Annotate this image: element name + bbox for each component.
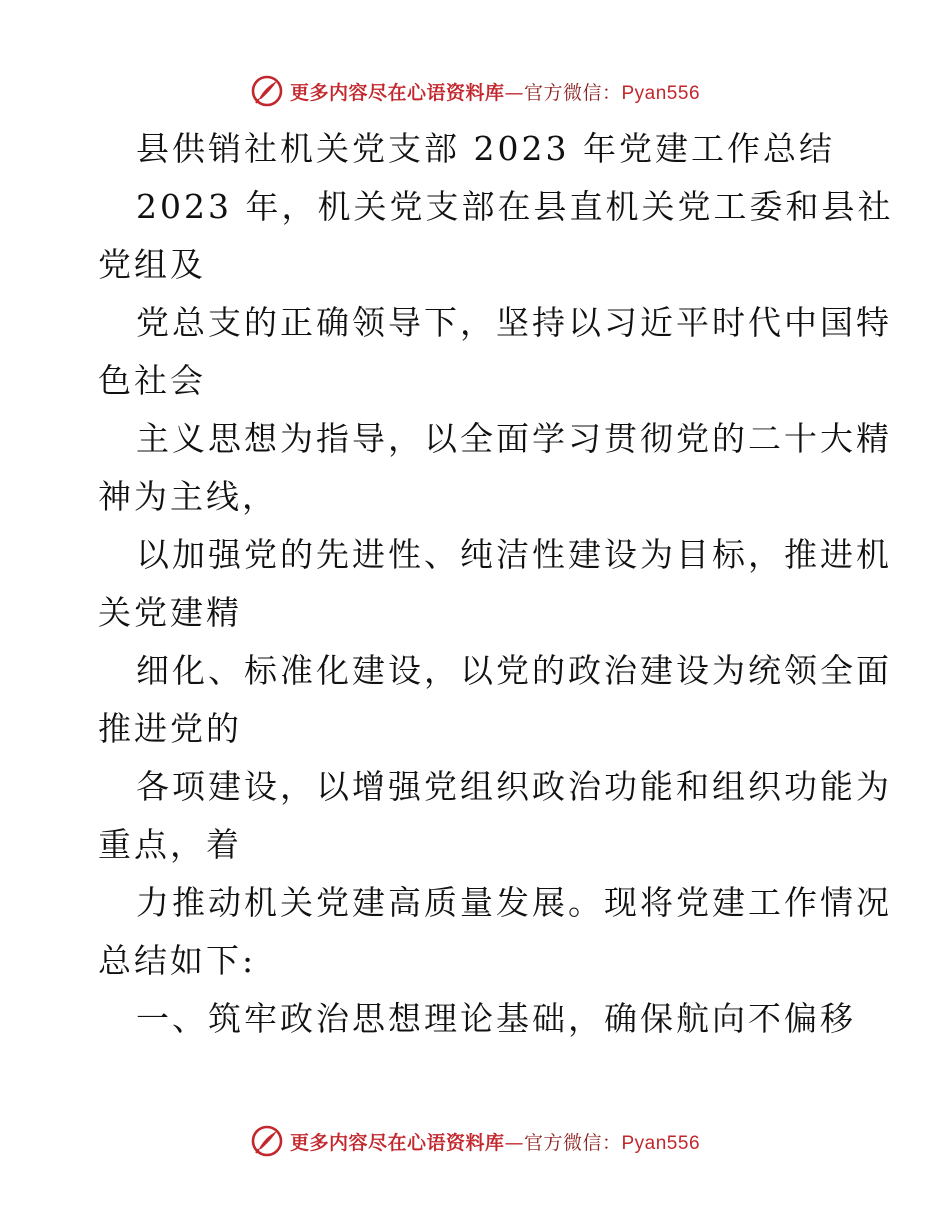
paragraph-line: 推进党的 bbox=[98, 709, 242, 748]
quill-logo-icon bbox=[250, 74, 284, 108]
paragraph-line: 关党建精 bbox=[98, 593, 242, 632]
banner-dash: — bbox=[504, 81, 524, 104]
footer-banner bbox=[0, 1121, 950, 1161]
paragraph-line: 重点，着 bbox=[98, 825, 242, 864]
banner-text bbox=[290, 78, 700, 105]
paragraph-line: 以加强党的先进性、纯洁性建设为目标，推进机 bbox=[136, 535, 892, 574]
paragraph-line: 力推动机关党建高质量发展。现将党建工作情况 bbox=[136, 883, 892, 922]
section-heading: 一、筑牢政治思想理论基础，确保航向不偏移 bbox=[136, 999, 856, 1038]
paragraph-line: 党总支的正确领导下，坚持以习近平时代中国特 bbox=[136, 303, 892, 342]
banner-text bbox=[290, 1128, 700, 1155]
banner-wechat-id: Pyan556 bbox=[621, 1132, 701, 1154]
paragraph-line: 主义思想为指导，以全面学习贯彻党的二十大精 bbox=[136, 419, 892, 458]
banner-wechat-label: 官方微信： bbox=[523, 81, 622, 104]
paragraph-line: 党组及 bbox=[98, 245, 206, 284]
paragraph-line: 细化、标准化建设，以党的政治建设为统领全面 bbox=[136, 651, 892, 690]
paragraph-line: 色社会 bbox=[98, 361, 206, 400]
document-body bbox=[98, 120, 894, 1048]
banner-title: 更多内容尽在心语资料库 bbox=[289, 81, 505, 104]
banner-wechat-label: 官方微信： bbox=[523, 1131, 622, 1154]
paragraph-line: 2023 年，机关党支部在县直机关党工委和县社 bbox=[136, 187, 894, 226]
banner-dash: — bbox=[504, 1131, 524, 1154]
quill-logo-icon bbox=[250, 1124, 284, 1158]
paragraph-line: 各项建设，以增强党组织政治功能和组织功能为 bbox=[136, 767, 892, 806]
banner-title: 更多内容尽在心语资料库 bbox=[289, 1131, 505, 1154]
header-banner bbox=[0, 71, 950, 111]
banner-wechat-id: Pyan556 bbox=[621, 82, 701, 104]
document-title: 县供销社机关党支部 2023 年党建工作总结 bbox=[136, 129, 835, 168]
paragraph-line: 神为主线， bbox=[98, 477, 278, 516]
paragraph-line: 总结如下: bbox=[98, 941, 257, 980]
